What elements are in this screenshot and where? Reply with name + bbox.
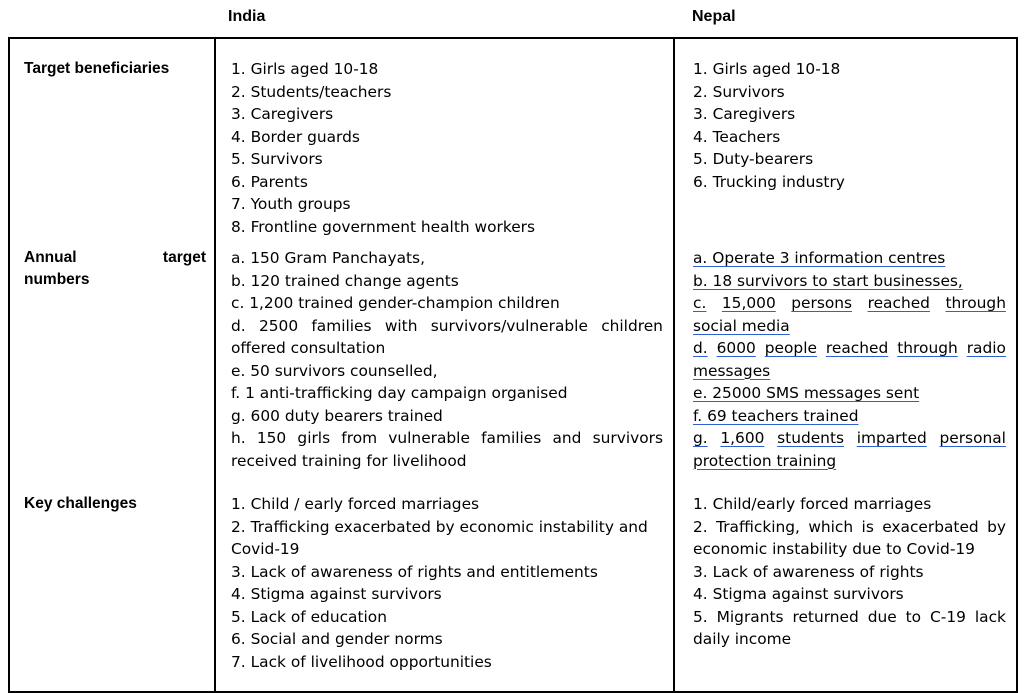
table-row-beneficiaries bbox=[9, 38, 1017, 238]
list-item: c. 1,200 trained gender-champion children bbox=[231, 294, 560, 312]
list-item: 1. Girls aged 10-18 bbox=[231, 60, 379, 78]
row-label-cell bbox=[9, 238, 215, 484]
table-row-challenges bbox=[9, 484, 1017, 692]
word: with bbox=[384, 316, 418, 335]
word: people bbox=[764, 339, 817, 357]
word: is bbox=[861, 517, 874, 536]
word: students bbox=[777, 429, 844, 447]
list-item: 4. Border guards bbox=[231, 127, 360, 146]
list-item bbox=[693, 337, 1006, 360]
list-item: 4. Stigma against survivors bbox=[231, 585, 442, 603]
list-item bbox=[693, 292, 1006, 315]
word: exacerbated bbox=[882, 517, 979, 536]
list-item: 7. Lack of livelihood opportunities bbox=[231, 652, 492, 671]
word: families bbox=[311, 316, 372, 335]
list-item bbox=[231, 427, 663, 450]
list-item-continuation: economic instability due to Covid-19 bbox=[693, 540, 975, 558]
list-item: f. 1 anti-trafficking day campaign organised bbox=[231, 384, 568, 402]
list-item-continuation: offered consultation bbox=[231, 339, 386, 357]
list-item: 3. Caregivers bbox=[231, 105, 334, 123]
list-item-continuation: messages bbox=[693, 361, 771, 380]
word: girls bbox=[297, 429, 331, 447]
list-item: 2. Students/teachers bbox=[231, 82, 392, 101]
row-label-cell bbox=[9, 484, 215, 692]
word: returned bbox=[792, 607, 859, 626]
row-label-numbers: numbers bbox=[24, 271, 90, 288]
list-item: b. 18 survivors to start businesses, bbox=[693, 271, 963, 290]
word: and bbox=[552, 429, 582, 447]
word: d. bbox=[693, 339, 708, 357]
nepal-targets-cell bbox=[674, 238, 1017, 484]
india-beneficiaries-cell bbox=[215, 38, 674, 238]
list-item: 6. Social and gender norms bbox=[231, 630, 443, 648]
comparison-table bbox=[8, 37, 1018, 693]
word: h. bbox=[231, 429, 246, 447]
word: survivors bbox=[592, 429, 663, 447]
table-row-targets bbox=[9, 238, 1017, 484]
word: lack bbox=[974, 607, 1006, 626]
list-item: 3. Caregivers bbox=[693, 105, 796, 123]
word: c. bbox=[693, 294, 707, 312]
list-item: 1. Child / early forced marriages bbox=[231, 495, 480, 513]
list-item: 5. Duty-bearers bbox=[693, 150, 814, 168]
word: to bbox=[905, 607, 922, 626]
list-item: 4. Stigma against survivors bbox=[693, 585, 904, 603]
list-item: b. 120 trained change agents bbox=[231, 271, 459, 290]
list-item-continuation: protection training bbox=[693, 451, 837, 470]
nepal-challenges-cell bbox=[674, 484, 1017, 692]
nepal-column-header: Nepal bbox=[692, 8, 736, 25]
word: which bbox=[808, 517, 854, 536]
list-item: 2. Survivors bbox=[693, 82, 785, 101]
word: reached bbox=[825, 339, 889, 357]
list-item: 8. Frontline government health workers bbox=[231, 217, 536, 236]
india-targets-cell bbox=[215, 238, 674, 484]
word: 6000 bbox=[716, 339, 756, 357]
list-item-continuation: daily income bbox=[693, 630, 792, 648]
row-label-cell bbox=[9, 38, 215, 238]
word: vulnerable bbox=[388, 429, 470, 447]
list-item: 7. Youth groups bbox=[231, 195, 351, 213]
word: from bbox=[341, 429, 378, 447]
row-label-annual: Annual bbox=[24, 249, 77, 266]
word: Trafficking, bbox=[716, 517, 800, 536]
list-item: e. 25000 SMS messages sent bbox=[693, 384, 920, 402]
word: 15,000 bbox=[721, 294, 776, 312]
word: 2. bbox=[693, 517, 708, 536]
word: families bbox=[481, 429, 542, 447]
list-item: 1. Child/early forced marriages bbox=[693, 495, 932, 513]
word: survivors/vulnerable bbox=[430, 316, 588, 335]
list-item-continuation: social media bbox=[693, 316, 790, 335]
india-column-header: India bbox=[228, 8, 266, 25]
list-item: 5. Survivors bbox=[231, 150, 323, 168]
word: persons bbox=[791, 294, 853, 312]
list-item: a. 150 Gram Panchayats, bbox=[231, 249, 425, 267]
word: 2500 bbox=[258, 316, 299, 335]
list-item: f. 69 teachers trained bbox=[693, 406, 859, 425]
word: due bbox=[867, 607, 897, 626]
word: through bbox=[945, 294, 1006, 312]
list-item: 6. Parents bbox=[231, 172, 308, 191]
list-item-continuation: received training for livelihood bbox=[231, 451, 467, 470]
list-item: e. 50 survivors counselled, bbox=[231, 361, 438, 380]
list-item: 6. Trucking industry bbox=[693, 172, 845, 191]
word: 150 bbox=[256, 429, 287, 447]
word: 1,600 bbox=[720, 429, 765, 447]
word: by bbox=[987, 517, 1006, 536]
nepal-beneficiaries-cell bbox=[674, 38, 1017, 238]
row-label-beneficiaries: Target beneficiaries bbox=[24, 60, 170, 77]
list-item: 3. Lack of awareness of rights and entitlements bbox=[231, 562, 598, 581]
word: reached bbox=[867, 294, 930, 312]
row-label-challenges: Key challenges bbox=[24, 495, 137, 512]
word: radio bbox=[966, 339, 1006, 357]
word: C-19 bbox=[930, 607, 966, 626]
list-item bbox=[693, 427, 1006, 450]
list-item: g. 600 duty bearers trained bbox=[231, 406, 443, 425]
word: personal bbox=[939, 429, 1006, 447]
list-item bbox=[693, 606, 1006, 629]
row-label-target: target bbox=[162, 249, 206, 266]
word: d. bbox=[231, 316, 246, 335]
list-item bbox=[693, 516, 1006, 539]
list-item: 3. Lack of awareness of rights bbox=[693, 562, 924, 581]
word: imparted bbox=[856, 429, 927, 447]
word: Migrants bbox=[716, 607, 784, 626]
word: children bbox=[601, 316, 663, 335]
word: 5. bbox=[693, 607, 708, 626]
list-item bbox=[231, 315, 663, 338]
list-item-continuation: Covid-19 bbox=[231, 540, 300, 558]
list-item: a. Operate 3 information centres bbox=[693, 249, 946, 267]
list-item: 4. Teachers bbox=[693, 127, 781, 146]
word: through bbox=[897, 339, 958, 357]
india-challenges-cell bbox=[215, 484, 674, 692]
list-item: 5. Lack of education bbox=[231, 607, 387, 626]
list-item: 1. Girls aged 10-18 bbox=[693, 60, 841, 78]
word: g. bbox=[693, 429, 708, 447]
list-item: 2. Trafficking exacerbated by economic instability and bbox=[231, 517, 648, 536]
